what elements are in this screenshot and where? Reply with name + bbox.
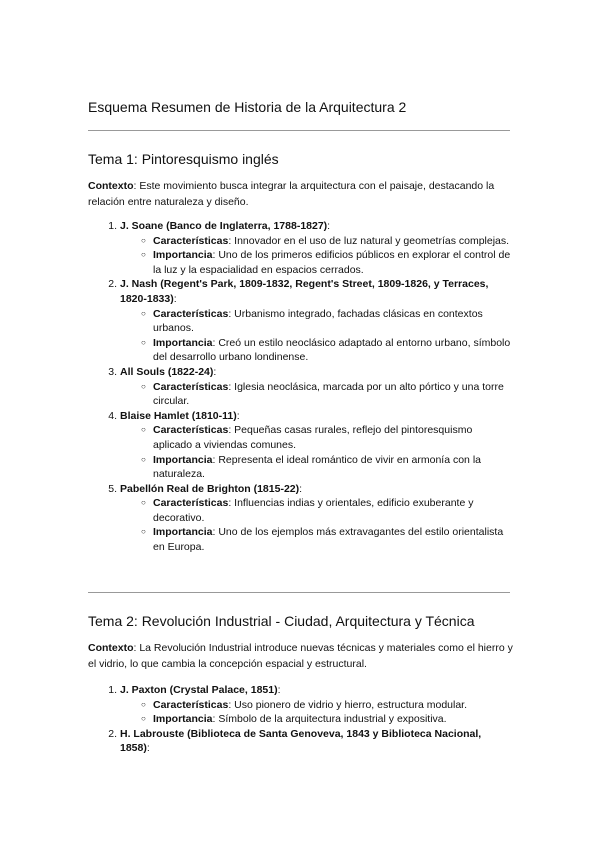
item-title-suffix: :: [173, 292, 177, 305]
detail-item: [88, 380, 513, 409]
detail-label: Características: [153, 234, 229, 247]
detail-label: Características: [153, 424, 229, 437]
list-item: [88, 365, 513, 380]
item-title: J. Soane (Banco de Inglaterra, 1788-1827): [120, 220, 328, 232]
item-number: 5.: [108, 482, 117, 495]
item-title: Pabellón Real de Brighton (1815-22): [120, 482, 300, 495]
topic-list: [88, 219, 513, 555]
detail-item: [88, 423, 513, 452]
item-title: J. Nash (Regent's Park, 1809-1832, Regent's Street, 1809-1826, y Terraces, 1820-1833): [120, 278, 489, 305]
detail-item: [88, 712, 513, 727]
detail-text: : Innovador en el uso de luz natural y geometrías complejas.: [228, 234, 510, 247]
detail-item: [88, 234, 513, 249]
detail-label: Características: [153, 307, 229, 320]
detail-text: : Uso pionero de vidrio y hierro, estructura modular.: [228, 698, 468, 711]
item-number: 1.: [108, 684, 117, 696]
list-item: [88, 277, 513, 306]
detail-item: [88, 698, 513, 713]
item-title-suffix: :: [236, 409, 240, 422]
detail-label: Características: [153, 380, 229, 393]
detail-item: [88, 525, 513, 554]
context-label: Contexto: [88, 642, 134, 654]
list-item: [88, 409, 513, 424]
item-title: Blaise Hamlet (1810-11): [120, 409, 237, 422]
detail-item: [88, 453, 513, 482]
detail-label: Características: [153, 698, 229, 711]
item-title: H. Labrouste (Biblioteca de Santa Genoveva, 1843 y Biblioteca Nacional, 1858): [120, 727, 482, 755]
list-item: [88, 683, 513, 698]
bullet-icon: ○: [141, 699, 146, 709]
detail-text: : Iglesia neoclásica, marcada por un alto pórtico y una torre circular.: [153, 380, 504, 408]
detail-text: : Representa el ideal romántico de vivir en armonía con la naturaleza.: [153, 453, 481, 481]
detail-label: Características: [153, 497, 229, 510]
detail-item: [88, 307, 513, 336]
detail-item: [88, 248, 513, 277]
section-context: [88, 640, 513, 672]
bullet-icon: ○: [141, 381, 146, 391]
list-item: [88, 219, 513, 234]
item-title: J. Paxton (Crystal Palace, 1851): [120, 684, 278, 696]
item-title-suffix: :: [213, 365, 217, 378]
item-number: 2.: [108, 727, 117, 740]
item-number: 1.: [108, 220, 117, 232]
bullet-icon: ○: [141, 527, 146, 537]
detail-label: Importancia: [153, 526, 213, 539]
bullet-icon: ○: [141, 498, 146, 508]
topic-list: [88, 683, 513, 756]
item-number: 3.: [108, 365, 117, 378]
context-label: Contexto: [88, 180, 134, 192]
context-text: : La Revolución Industrial introduce nuevas técnicas y materiales como el hierro y el vidrio, lo que cambia la concepción espacial y estructural.: [88, 642, 513, 670]
item-number: 2.: [108, 278, 117, 291]
detail-text: : Pequeñas casas rurales, reflejo del pintoresquismo aplicado a viviendas comunes.: [153, 424, 473, 451]
document-title: Esquema Resumen de Historia de la Arquitectura 2: [88, 99, 407, 115]
item-title-suffix: :: [146, 742, 150, 755]
detail-label: Importancia: [153, 249, 213, 262]
detail-label: Importancia: [153, 713, 213, 726]
section-title: Tema 1: Pintoresquismo inglés: [88, 151, 279, 167]
section-title: Tema 2: Revolución Industrial - Ciudad, Arquitectura y Técnica: [88, 613, 475, 629]
detail-text: : Símbolo de la arquitectura industrial y expositiva.: [212, 713, 447, 726]
detail-text: : Uno de los ejemplos más extravagantes del estilo orientalista en Europa.: [153, 526, 504, 554]
detail-text: : Creó un estilo neoclásico adaptado al entorno urbano, símbolo del desarrollo urbano londinense.: [153, 336, 511, 364]
detail-item: [88, 496, 513, 525]
bullet-icon: ○: [141, 337, 146, 347]
bullet-icon: ○: [141, 425, 146, 435]
item-number: 4.: [108, 409, 117, 422]
item-title: All Souls (1822-24): [120, 365, 214, 378]
bullet-icon: ○: [141, 308, 146, 318]
detail-label: Importancia: [153, 336, 213, 349]
bullet-icon: ○: [141, 714, 146, 724]
item-title-suffix: :: [277, 684, 281, 696]
context-text: : Este movimiento busca integrar la arquitectura con el paisaje, destacando la relación entre naturaleza y diseño.: [88, 180, 495, 208]
bullet-icon: ○: [141, 250, 146, 260]
detail-text: : Uno de los primeros edificios públicos en explorar el control de la luz y la espacialidad en espacios cerrados.: [153, 249, 511, 276]
list-item: [88, 482, 513, 497]
item-title-suffix: :: [327, 220, 331, 232]
detail-text: : Influencias indias y orientales, edificio exuberante y decorativo.: [153, 497, 474, 524]
detail-text: : Urbanismo integrado, fachadas clásicas en contextos urbanos.: [153, 307, 483, 335]
section-context: [88, 178, 513, 210]
divider: [88, 130, 510, 131]
bullet-icon: ○: [141, 454, 146, 464]
list-item: [88, 727, 513, 756]
detail-label: Importancia: [153, 453, 213, 466]
detail-item: [88, 336, 513, 365]
bullet-icon: ○: [141, 235, 146, 245]
item-title-suffix: :: [299, 482, 303, 495]
divider: [88, 592, 510, 593]
